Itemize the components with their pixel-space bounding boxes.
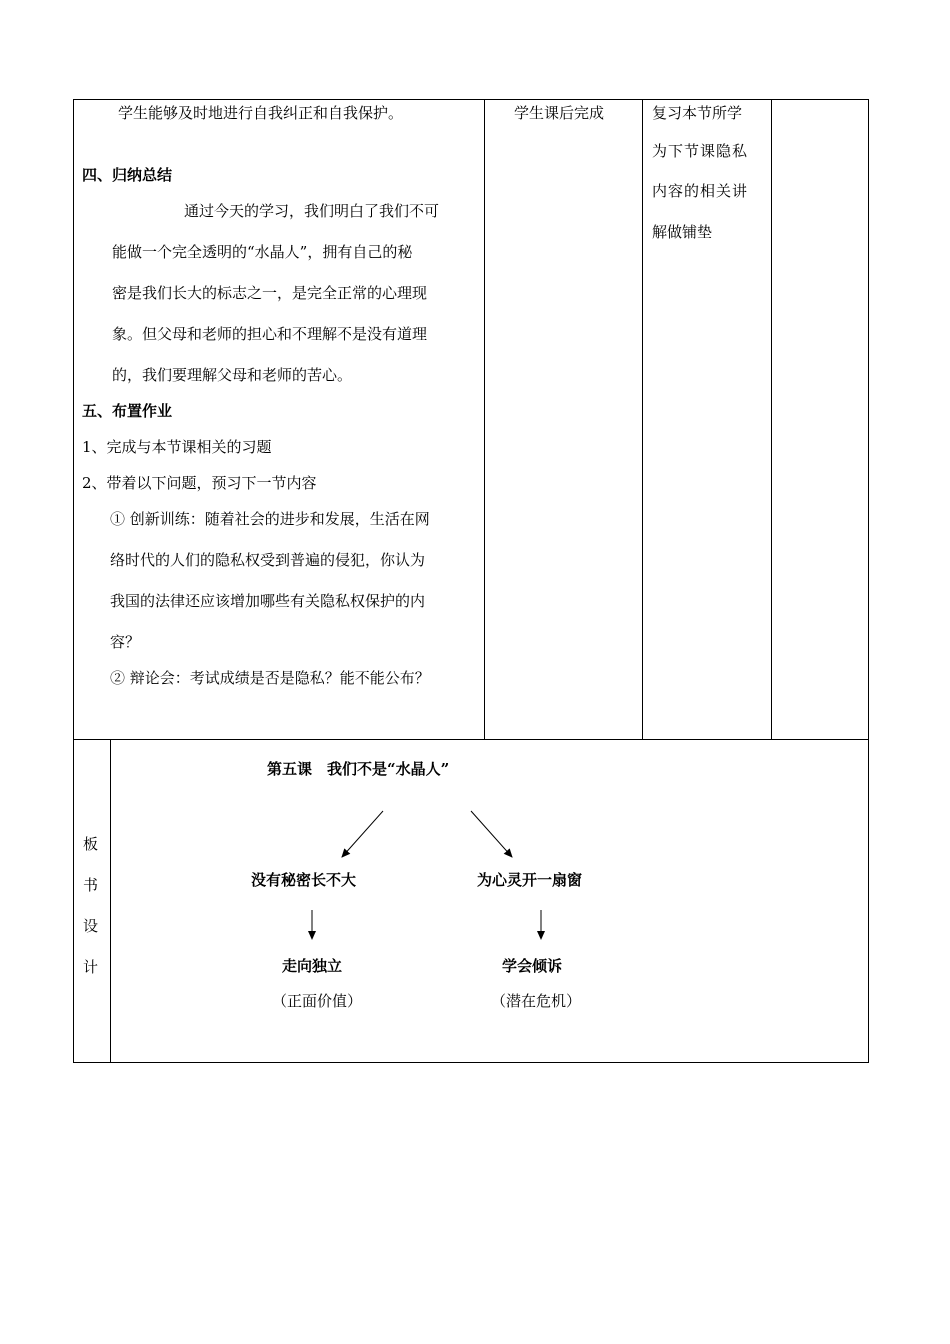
question-line: ② 辩论会：考试成绩是否是隐私？能不能公布？ (110, 669, 430, 687)
summary-line: 的，我们要理解父母和老师的苦心。 (112, 366, 353, 384)
intent-line: 解做铺垫 (652, 223, 713, 241)
intro-line: 学生能够及时地进行自我纠正和自我保护。 (118, 104, 404, 122)
arrow-left-diagonal (342, 811, 383, 857)
summary-line: 通过今天的学习，我们明白了我们不可 (184, 202, 440, 220)
intent-line: 内容的相关讲 (652, 182, 749, 200)
question-line: 络时代的人们的隐私权受到普遍的侵犯，你认为 (110, 551, 426, 569)
arrow-right-diagonal (471, 811, 512, 857)
homework-item: 2、带着以下问题，预习下一节内容 (82, 474, 317, 492)
section4-title: 四、归纳总结 (82, 166, 173, 184)
homework-item: 1、完成与本节课相关的习题 (82, 438, 272, 456)
left-note: （正面价值） (272, 992, 363, 1010)
right-result-label: 学会倾诉 (502, 957, 563, 975)
left-branch-label: 没有秘密长不大 (251, 871, 357, 889)
section5-title: 五、布置作业 (82, 402, 173, 420)
intent-line: 复习本节所学 (652, 104, 743, 122)
board-label-char: 设 (83, 917, 99, 935)
right-note: （潜在危机） (491, 992, 582, 1010)
intent-line: 为下节课隐私 (652, 142, 749, 160)
student-activity-text: 学生课后完成 (514, 104, 605, 122)
summary-line: 象。但父母和老师的担心和不理解不是没有道理 (112, 325, 428, 343)
summary-line: 能做一个完全透明的“水晶人”，拥有自己的秘 (112, 243, 413, 261)
right-branch-label: 为心灵开一扇窗 (477, 871, 583, 889)
question-line: 我国的法律还应该增加哪些有关隐私权保护的内 (110, 592, 426, 610)
board-label-char: 书 (83, 876, 99, 894)
board-label-char: 板 (83, 835, 99, 853)
question-line: ① 创新训练：随着社会的进步和发展，生活在网 (110, 510, 430, 528)
board-title: 第五课 我们不是“水晶人” (267, 760, 450, 778)
left-result-label: 走向独立 (282, 957, 343, 975)
summary-line: 密是我们长大的标志之一，是完全正常的心理现 (112, 284, 428, 302)
board-label-char: 计 (83, 958, 99, 976)
question-line: 容？ (110, 633, 141, 651)
